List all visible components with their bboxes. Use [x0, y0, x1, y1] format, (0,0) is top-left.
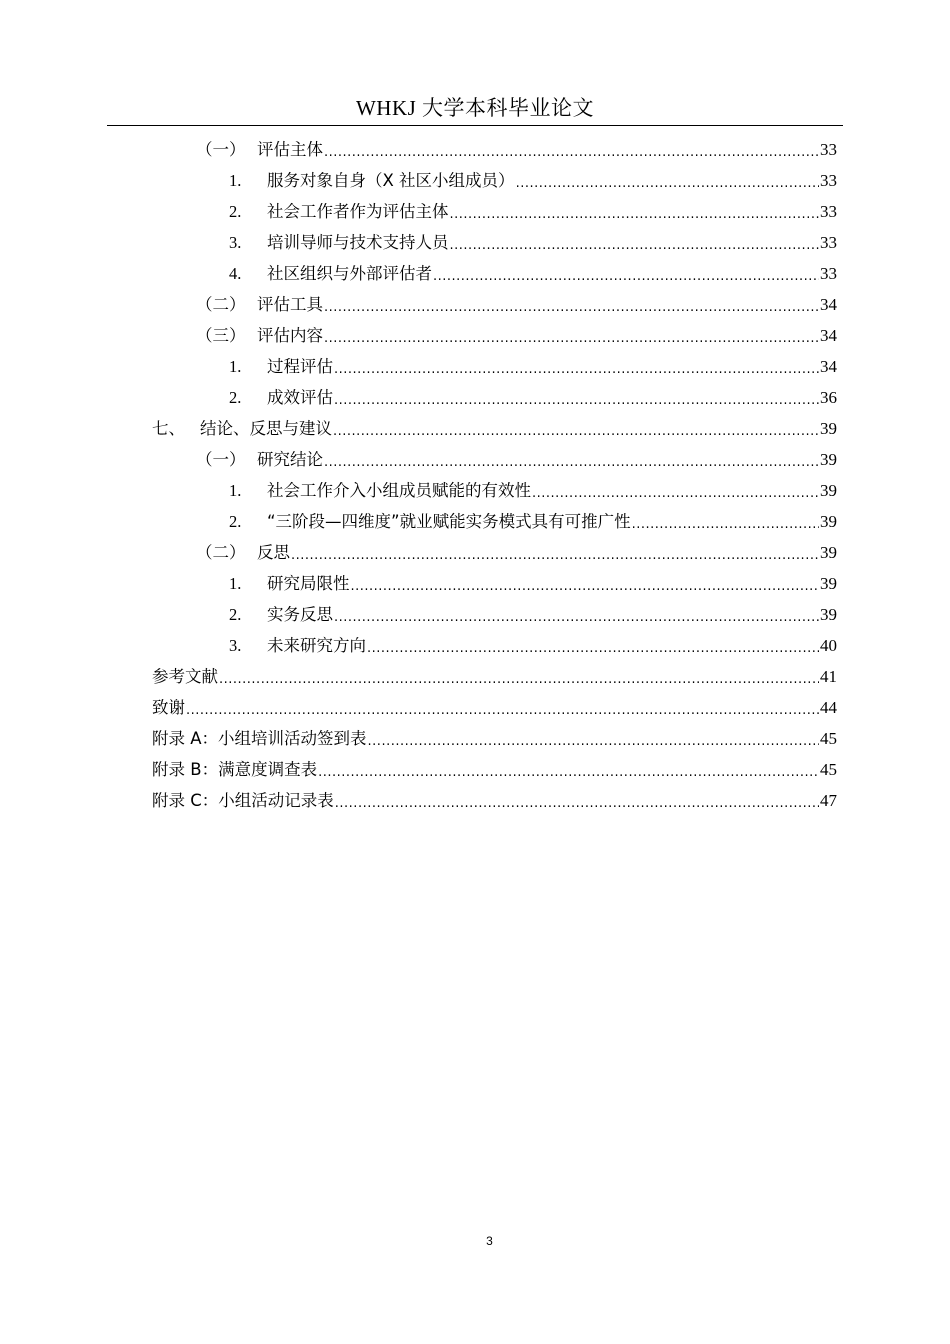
toc-entry[interactable]	[0, 537, 837, 568]
toc-entry[interactable]	[0, 134, 837, 165]
toc-entry-number: 4.	[229, 264, 242, 283]
toc-entry-title: 附录 C：小组活动记录表	[152, 791, 334, 810]
toc-entry-page: 41	[820, 667, 837, 686]
toc-entry-title: 研究局限性	[267, 574, 350, 593]
toc-entry-title: “三阶段—四维度”就业赋能实务模式具有可推广性	[267, 512, 631, 531]
toc-entry[interactable]	[0, 506, 837, 537]
toc-entry-page: 39	[820, 450, 837, 469]
toc-dot-leader	[335, 792, 819, 816]
toc-entry[interactable]	[0, 227, 837, 258]
toc-entry[interactable]	[0, 289, 837, 320]
toc-entry[interactable]	[0, 258, 837, 289]
toc-entry-number: 2.	[229, 605, 242, 624]
toc-entry[interactable]	[0, 785, 837, 816]
toc-entry-page: 33	[820, 202, 837, 221]
toc-entry-number: （二）	[196, 543, 246, 562]
toc-entry[interactable]	[0, 165, 837, 196]
toc-entry-number: （一）	[196, 450, 246, 469]
toc-dot-leader	[324, 327, 819, 351]
toc-entry-page: 39	[820, 574, 837, 593]
toc-entry-page: 40	[820, 636, 837, 655]
toc-entry-page: 47	[820, 791, 837, 810]
toc-entry-title: 评估主体	[257, 140, 323, 159]
toc-entry[interactable]	[0, 444, 837, 475]
toc-entry-page: 33	[820, 171, 837, 190]
toc-entry-title: 成效评估	[267, 388, 333, 407]
toc-entry[interactable]	[0, 196, 837, 227]
toc-entry-title: 结论、反思与建议	[200, 419, 332, 438]
toc-entry[interactable]	[0, 475, 837, 506]
toc-entry[interactable]	[0, 661, 837, 692]
toc-entry-page: 39	[820, 481, 837, 500]
toc-entry[interactable]	[0, 692, 837, 723]
toc-dot-leader	[450, 234, 820, 258]
toc-entry-page: 39	[820, 605, 837, 624]
toc-entry-number: 2.	[229, 512, 242, 531]
toc-entry-title: 附录 B：满意度调查表	[152, 760, 318, 779]
toc-entry-title: 培训导师与技术支持人员	[267, 233, 449, 252]
toc-dot-leader	[368, 730, 819, 754]
toc-entry-number: （三）	[196, 326, 246, 345]
toc-entry-number: （一）	[196, 140, 246, 159]
toc-entry-number: 七、	[152, 419, 185, 438]
toc-entry-page: 39	[820, 512, 837, 531]
toc-entry[interactable]	[0, 599, 837, 630]
toc-dot-leader	[433, 265, 819, 289]
toc-entry-page: 33	[820, 140, 837, 159]
toc-dot-leader	[632, 513, 819, 537]
toc-entry-title: 附录 A：小组培训活动签到表	[152, 729, 367, 748]
toc-entry-page: 44	[820, 698, 837, 717]
toc-entry[interactable]	[0, 754, 837, 785]
toc-entry-title: 评估内容	[257, 326, 323, 345]
toc-dot-leader	[532, 482, 819, 506]
toc-entry-number: 1.	[229, 357, 242, 376]
toc-entry-title: 社会工作介入小组成员赋能的有效性	[267, 481, 531, 500]
toc-entry[interactable]	[0, 382, 837, 413]
toc-entry-number: 2.	[229, 388, 242, 407]
toc-entry-title: 社会工作者作为评估主体	[267, 202, 449, 221]
toc-dot-leader	[334, 358, 819, 382]
toc-entry-page: 33	[820, 264, 837, 283]
toc-entry-number: 1.	[229, 574, 242, 593]
toc-entry-page: 36	[820, 388, 837, 407]
toc-entry-title: 实务反思	[267, 605, 333, 624]
toc-dot-leader	[516, 172, 819, 196]
toc-dot-leader	[219, 668, 819, 692]
toc-entry-number: （二）	[196, 295, 246, 314]
table-of-contents	[0, 134, 950, 816]
toc-entry[interactable]	[0, 723, 837, 754]
toc-entry[interactable]	[0, 630, 837, 661]
toc-entry[interactable]	[0, 320, 837, 351]
toc-entry-page: 39	[820, 419, 837, 438]
page-header: WHKJ 大学本科毕业论文	[107, 92, 843, 126]
toc-entry-page: 34	[820, 295, 837, 314]
toc-entry-title: 评估工具	[257, 295, 323, 314]
toc-entry-page: 39	[820, 543, 837, 562]
toc-dot-leader	[334, 389, 819, 413]
toc-entry-page: 45	[820, 729, 837, 748]
toc-dot-leader	[333, 420, 819, 444]
toc-entry-page: 34	[820, 326, 837, 345]
toc-dot-leader	[351, 575, 820, 599]
toc-dot-leader	[324, 451, 819, 475]
page-number: 3	[486, 1234, 493, 1248]
toc-entry-title: 反思	[257, 543, 290, 562]
toc-dot-leader	[324, 141, 819, 165]
toc-dot-leader	[291, 544, 819, 568]
toc-entry[interactable]	[0, 351, 837, 382]
toc-entry-page: 45	[820, 760, 837, 779]
toc-dot-leader	[318, 761, 819, 785]
toc-entry-page: 33	[820, 233, 837, 252]
toc-entry-number: 2.	[229, 202, 242, 221]
toc-entry-title: 未来研究方向	[267, 636, 366, 655]
toc-dot-leader	[334, 606, 819, 630]
toc-entry-number: 1.	[229, 171, 242, 190]
toc-entry[interactable]	[0, 568, 837, 599]
toc-entry[interactable]	[0, 413, 837, 444]
toc-entry-number: 3.	[229, 636, 242, 655]
toc-dot-leader	[186, 699, 819, 723]
toc-entry-title: 过程评估	[267, 357, 333, 376]
toc-entry-number: 1.	[229, 481, 242, 500]
toc-dot-leader	[367, 637, 819, 661]
toc-entry-title: 研究结论	[257, 450, 323, 469]
toc-entry-title: 服务对象自身（X 社区小组成员）	[267, 171, 515, 190]
toc-entry-title: 参考文献	[152, 667, 218, 686]
toc-entry-page: 34	[820, 357, 837, 376]
toc-entry-title: 致谢	[152, 698, 185, 717]
toc-dot-leader	[324, 296, 819, 320]
toc-entry-title: 社区组织与外部评估者	[267, 264, 432, 283]
toc-dot-leader	[450, 203, 820, 227]
toc-entry-number: 3.	[229, 233, 242, 252]
